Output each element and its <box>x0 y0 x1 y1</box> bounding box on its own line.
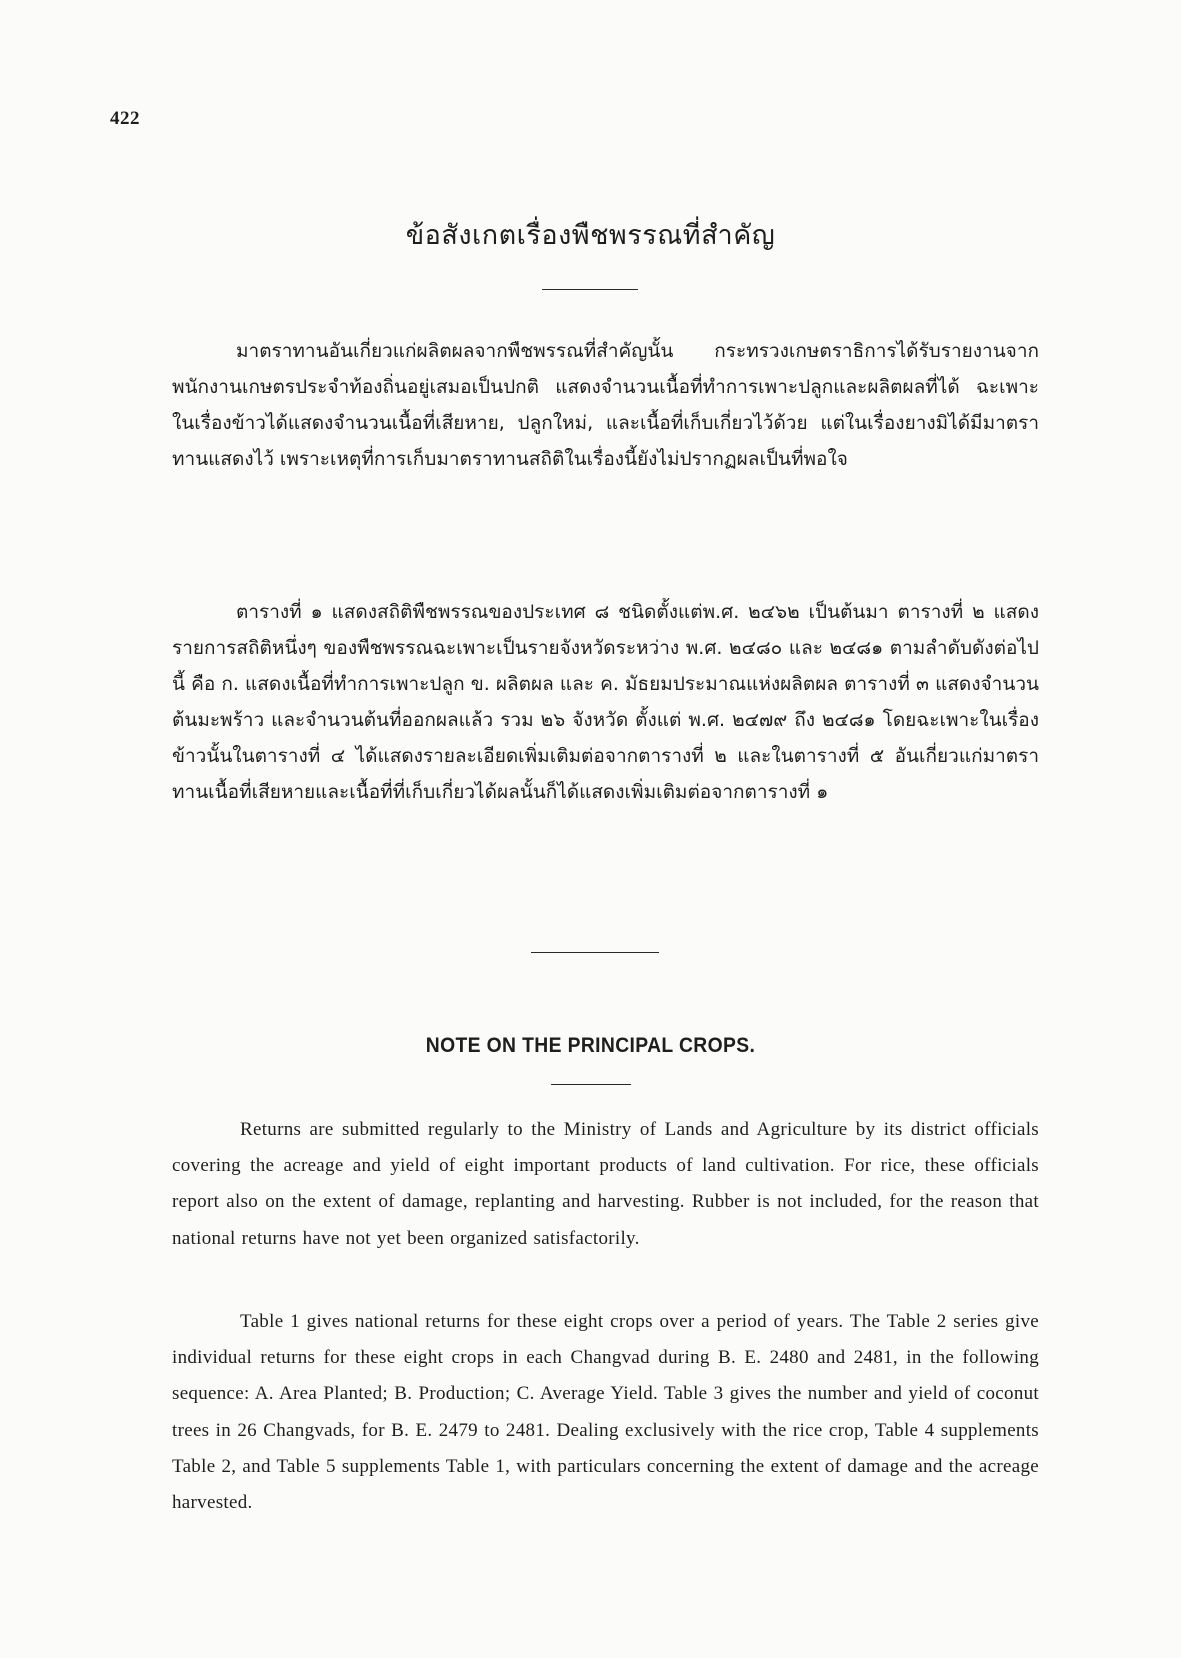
english-paragraph-2: Table 1 gives national returns for these eight crops over a period of years. The Table 2 series give individual returns for these eight crops in each Changvad during B. E. 2480 and 2481, in the following sequence: A. Area Planted; B. Production; C. Average Yield. Table 3 gives the number and yield of coconut trees in 26 Changvads, for B. E. 2479 to 2481. Dealing exclusively with the rice crop, Table 4 supplements Table 2, and Table 5 supplements Table 1, with particulars concerning the extent of damage and the acreage harvested. <box>172 1311 1039 1514</box>
thai-paragraph-2: ตารางที่ ๑ แสดงสถิติพืชพรรณของประเทศ ๘ ชนิดตั้งแต่พ.ศ. ๒๔๖๒ เป็นต้นมา ตารางที่ ๒ แสดงรายการสถิติหนึ่งๆ ของพืชพรรณฉะเพาะเป็นรายจังหวัดระหว่าง พ.ศ. ๒๔๘๐ และ ๒๔๘๑ ตามลำดับดังต่อไปนี้ คือ ก. แสดงเนื้อที่ทำการเพาะปลูก ข. ผลิตผล และ ค. มัธยมประมาณแห่งผลิตผล ตารางที่ ๓ แสดงจำนวนต้นมะพร้าว และจำนวนต้นที่ออกผลแล้ว รวม ๒๖ จังหวัด ตั้งแต่ พ.ศ. ๒๔๗๙ ถึง ๒๔๘๑ โดยฉะเพาะในเรื่องข้าวนั้นในตารางที่ ๔ ได้แสดงรายละเอียดเพิ่มเติมต่อจากตารางที่ ๒ และในตารางที่ ๕ อันเกี่ยวแก่มาตราทานเนื้อที่เสียหายและเนื้อที่ที่เก็บเกี่ยวได้ผลนั้นก็ได้แสดงเพิ่มเติมต่อจากตารางที่ ๑ <box>172 601 1039 803</box>
english-heading: NOTE ON THE PRINCIPAL CROPS. <box>425 1034 756 1057</box>
page-number: 422 <box>110 108 140 129</box>
english-paragraph-1: Returns are submitted regularly to the Ministry of Lands and Agriculture by its district officials covering the acreage and yield of eight important products of land cultivation. For rice, these officials report also on the extent of damage, replanting and harvesting. Rubber is not included, for the reason that national returns have not yet been organized satisfactorily. <box>172 1119 1039 1249</box>
thai-paragraph-1: มาตราทานอันเกี่ยวแก่ผลิตผลจากพืชพรรณที่สำคัญนั้น กระทรวงเกษตราธิการได้รับรายงานจากพนักงานเกษตรประจำท้องถิ่นอยู่เสมอเป็นปกติ แสดงจำนวนเนื้อที่ทำการเพาะปลูกและผลิตผลที่ได้ ฉะเพาะในเรื่องข้าวได้แสดงจำนวนเนื้อที่เสียหาย, ปลูกใหม่, และเนื้อที่เก็บเกี่ยวไว้ด้วย แต่ในเรื่องยางมิได้มีมาตราทานแสดงไว้ เพราะเหตุที่การเก็บมาตราทานสถิติในเรื่องนี้ยังไม่ปรากฏผลเป็นที่พอใจ <box>172 340 1039 470</box>
divider-rule <box>531 952 659 953</box>
divider-rule <box>551 1084 631 1085</box>
divider-rule <box>542 289 638 290</box>
thai-heading: ข้อสังเกตเรื่องพืชพรรณที่สำคัญ <box>405 220 776 251</box>
